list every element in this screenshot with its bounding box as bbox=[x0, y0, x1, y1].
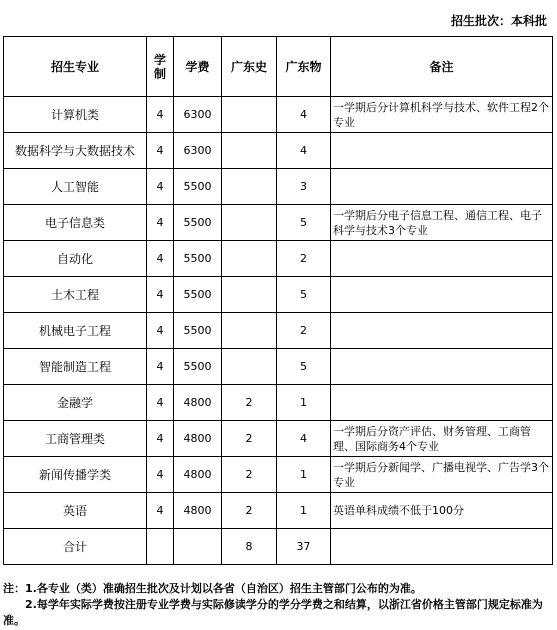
table-row bbox=[4, 385, 553, 421]
cell-fee: 5500 bbox=[174, 205, 222, 241]
cell-note bbox=[331, 313, 553, 349]
cell-note bbox=[331, 133, 553, 169]
header-major: 招生专业 bbox=[4, 37, 147, 97]
table-row bbox=[4, 205, 553, 241]
cell-note bbox=[331, 169, 553, 205]
cell-gd-physics: 4 bbox=[277, 421, 331, 457]
table-row bbox=[4, 349, 553, 385]
table-row bbox=[4, 421, 553, 457]
table-row bbox=[4, 313, 553, 349]
cell-xuezhi: 4 bbox=[147, 493, 174, 529]
footnote-line-2: 2.每学年实际学费按注册专业学费与实际修读学分的学分学费之和结算，以浙江省价格主管部门规定标准为准。 bbox=[3, 598, 543, 627]
cell-gd-history: 2 bbox=[222, 457, 277, 493]
cell-gd-history bbox=[222, 97, 277, 133]
cell-note: 一学期后分计算机科学与技术、软件工程2个专业 bbox=[331, 97, 553, 133]
cell-fee: 4800 bbox=[174, 493, 222, 529]
cell-gd-physics: 5 bbox=[277, 205, 331, 241]
cell-gd-physics: 1 bbox=[277, 457, 331, 493]
cell-xuezhi: 4 bbox=[147, 277, 174, 313]
cell-fee: 5500 bbox=[174, 277, 222, 313]
table-row bbox=[4, 493, 553, 529]
cell-gd-physics: 5 bbox=[277, 277, 331, 313]
cell-xuezhi: 4 bbox=[147, 133, 174, 169]
cell-note bbox=[331, 277, 553, 313]
footnote bbox=[3, 581, 553, 629]
cell-major: 电子信息类 bbox=[4, 205, 147, 241]
cell-xuezhi: 4 bbox=[147, 457, 174, 493]
cell-fee: 6300 bbox=[174, 97, 222, 133]
cell-gd-physics: 5 bbox=[277, 349, 331, 385]
cell-gd-history: 2 bbox=[222, 385, 277, 421]
cell-gd-history: 2 bbox=[222, 421, 277, 457]
cell-fee: 5500 bbox=[174, 169, 222, 205]
cell-fee: 5500 bbox=[174, 313, 222, 349]
cell-note: 一学期后分电子信息工程、通信工程、电子科学与技术3个专业 bbox=[331, 205, 553, 241]
cell-gd-physics: 2 bbox=[277, 241, 331, 277]
table-row bbox=[4, 277, 553, 313]
cell-gd-history bbox=[222, 277, 277, 313]
cell-major: 英语 bbox=[4, 493, 147, 529]
cell-gd-history: 2 bbox=[222, 493, 277, 529]
cell-fee: 4800 bbox=[174, 421, 222, 457]
cell-major: 人工智能 bbox=[4, 169, 147, 205]
cell-gd-history bbox=[222, 169, 277, 205]
cell-xuezhi: 4 bbox=[147, 385, 174, 421]
header-xuezhi: 学 制 bbox=[147, 37, 174, 97]
cell-xuezhi: 4 bbox=[147, 241, 174, 277]
cell-major: 机械电子工程 bbox=[4, 313, 147, 349]
cell-gd-physics: 3 bbox=[277, 169, 331, 205]
cell-fee: 5500 bbox=[174, 349, 222, 385]
table-header-row bbox=[4, 37, 553, 97]
cell-note bbox=[331, 385, 553, 421]
cell-note bbox=[331, 349, 553, 385]
cell-note: 英语单科成绩不低于100分 bbox=[331, 493, 553, 529]
cell-major: 自动化 bbox=[4, 241, 147, 277]
cell-note: 一学期后分新闻学、广播电视学、广告学3个专业 bbox=[331, 457, 553, 493]
cell-gd-physics: 1 bbox=[277, 493, 331, 529]
cell-gd-history bbox=[222, 133, 277, 169]
cell-xuezhi: 4 bbox=[147, 313, 174, 349]
cell-gd-history bbox=[222, 241, 277, 277]
cell-xuezhi: 4 bbox=[147, 349, 174, 385]
table-row bbox=[4, 169, 553, 205]
cell-gd-physics: 4 bbox=[277, 133, 331, 169]
cell-xuezhi: 4 bbox=[147, 169, 174, 205]
cell-gd-history bbox=[222, 205, 277, 241]
footnote-line-1: 注：1.各专业（类）准确招生批次及计划以各省（自治区）招生主管部门公布的为准。 bbox=[3, 582, 422, 595]
cell-fee: 4800 bbox=[174, 457, 222, 493]
cell-gd-history bbox=[222, 313, 277, 349]
cell-fee: 4800 bbox=[174, 385, 222, 421]
cell-major: 数据科学与大数据技术 bbox=[4, 133, 147, 169]
total-row bbox=[4, 529, 553, 565]
cell-xuezhi: 4 bbox=[147, 97, 174, 133]
table-row bbox=[4, 97, 553, 133]
header-note: 备注 bbox=[331, 37, 553, 97]
table-row bbox=[4, 133, 553, 169]
header-gd-history: 广东史 bbox=[222, 37, 277, 97]
cell-gd-history bbox=[222, 349, 277, 385]
cell-note: 一学期后分资产评估、财务管理、工商管理、国际商务4个专业 bbox=[331, 421, 553, 457]
total-gd-history: 8 bbox=[222, 529, 277, 565]
cell-fee: 6300 bbox=[174, 133, 222, 169]
cell-major: 新闻传播学类 bbox=[4, 457, 147, 493]
cell-xuezhi bbox=[147, 529, 174, 565]
table-row bbox=[4, 241, 553, 277]
header-fee: 学费 bbox=[174, 37, 222, 97]
admission-batch-label: 招生批次：本科批 bbox=[450, 14, 547, 28]
cell-gd-physics: 1 bbox=[277, 385, 331, 421]
cell-note bbox=[331, 241, 553, 277]
admission-plan-table bbox=[3, 36, 553, 565]
cell-xuezhi: 4 bbox=[147, 421, 174, 457]
cell-major: 工商管理类 bbox=[4, 421, 147, 457]
cell-gd-physics: 2 bbox=[277, 313, 331, 349]
cell-fee bbox=[174, 529, 222, 565]
cell-xuezhi: 4 bbox=[147, 205, 174, 241]
cell-major: 金融学 bbox=[4, 385, 147, 421]
cell-major: 智能制造工程 bbox=[4, 349, 147, 385]
table-row bbox=[4, 457, 553, 493]
total-label: 合计 bbox=[4, 529, 147, 565]
cell-fee: 5500 bbox=[174, 241, 222, 277]
cell-major: 计算机类 bbox=[4, 97, 147, 133]
cell-note bbox=[331, 529, 553, 565]
header-gd-physics: 广东物 bbox=[277, 37, 331, 97]
total-gd-physics: 37 bbox=[277, 529, 331, 565]
cell-major: 土木工程 bbox=[4, 277, 147, 313]
cell-gd-physics: 4 bbox=[277, 97, 331, 133]
